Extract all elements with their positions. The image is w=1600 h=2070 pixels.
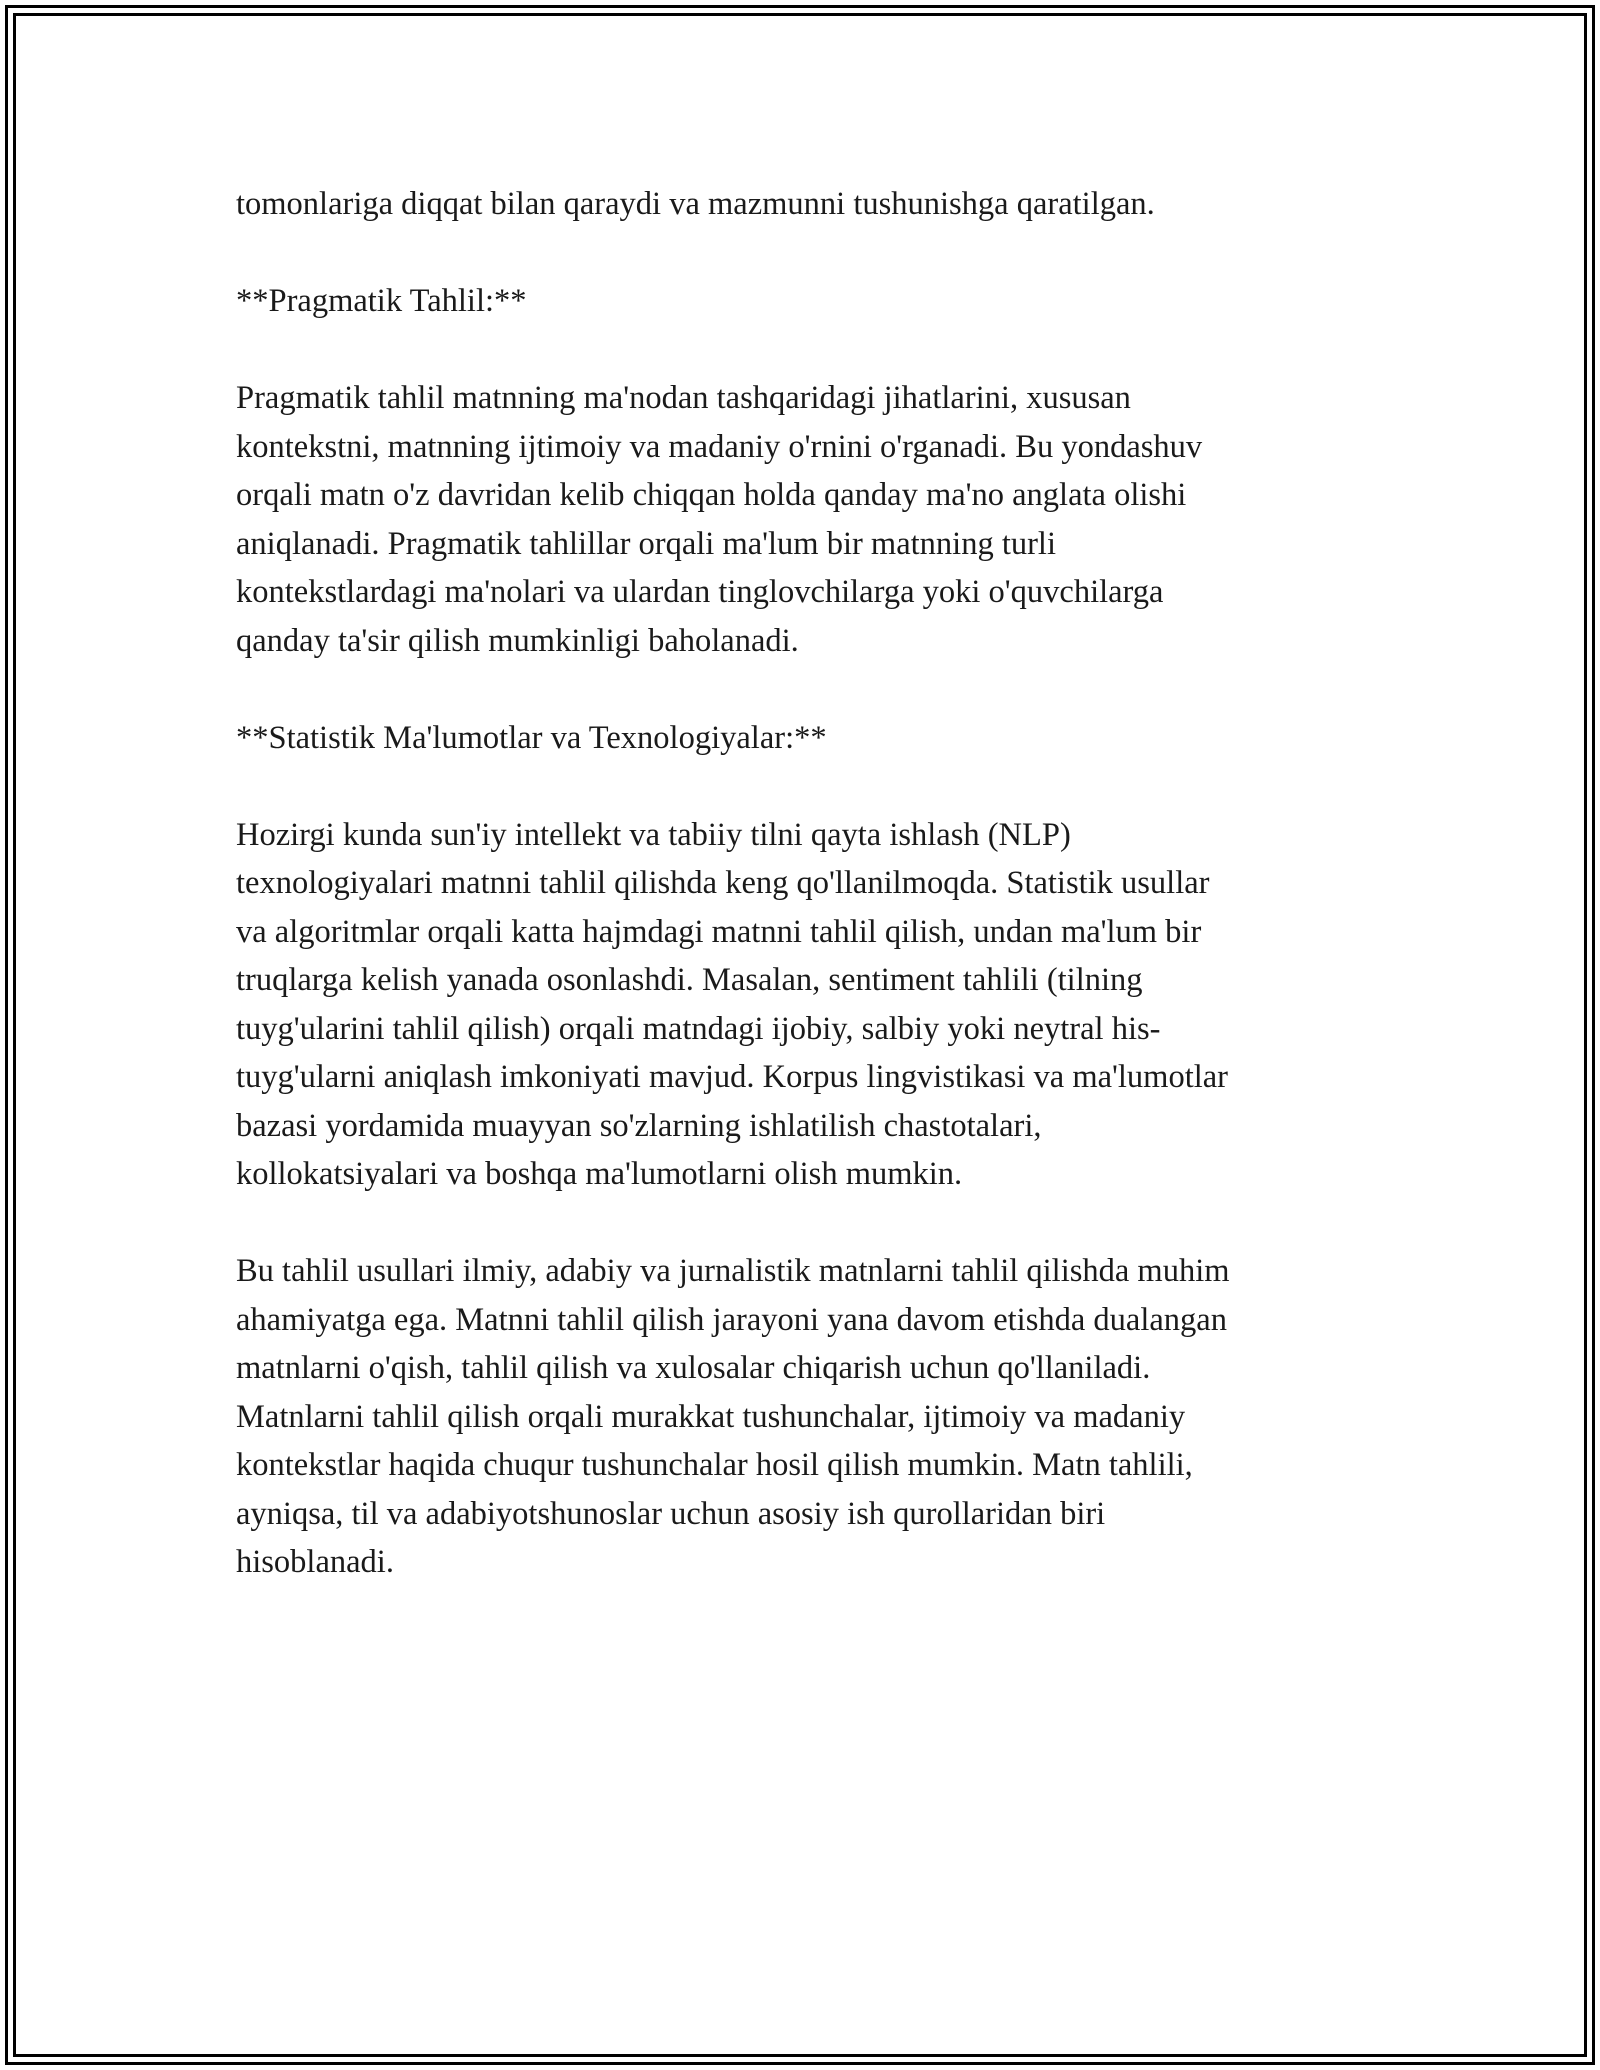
document-body xyxy=(236,180,1386,1587)
paragraph-statistik-malumotlar: Hozirgi kunda sun'iy intellekt va tabiiy tilni qayta ishlash (NLP) texnologiyalari matnni tahlil qilishda keng qo'llanilmoqda. Statistik usullar va algoritmlar orqali katta hajmdagi matnni tahlil qilish, undan ma'lum bir truqlarga kelish yanada osonlashdi. Masalan, sentiment tahlili (tilning tuyg'ularini tahlil qilish) orqali matndagi ijobiy, salbiy yoki neytral his- tuyg'ularni aniqlash imkoniyati mavjud. Korpus lingvistikasi va ma'lumotlar bazasi yordamida muayyan so'zlarning ishlatilish chastotalari, kollokatsiyalari va boshqa ma'lumotlarni olish mumkin. xyxy=(236,816,1228,1192)
paragraph-pragmatik-tahlil: Pragmatik tahlil matnning ma'nodan tashqaridagi jihatlarini, xususan kontekstni, matnning ijtimoiy va madaniy o'rnini o'rganadi. Bu yondashuv orqali matn o'z davridan kelib chiqqan holda qanday ma'no anglata olishi aniqlanadi. Pragmatik tahlillar orqali ma'lum bir matnning turli kontekstlardagi ma'nolari va ulardan tinglovchilarga yoki o'quvchilarga qanday ta'sir qilish mumkinligi baholanadi. xyxy=(236,380,1203,659)
paragraph-conclusion: Bu tahlil usullari ilmiy, adabiy va jurnalistik matnlarni tahlil qilishda muhim ahamiyatga ega. Matnni tahlil qilish jarayoni yana davom etishda dualangan matnlarni o'qish, tahlil qilish va xulosalar chiqarish uchun qo'llaniladi. Matnlarni tahlil qilish orqali murakkat tushunchalar, ijtimoiy va madaniy kontekstlar haqida chuqur tushunchalar hosil qilish mumkin. Matn tahlili, ayniqsa, til va adabiyotshunoslar uchun asosiy ish qurollaridan biri hisoblanadi. xyxy=(236,1253,1230,1580)
paragraph-intro-continuation: tomonlariga diqqat bilan qaraydi va mazmunni tushunishga qaratilgan. xyxy=(236,186,1155,222)
heading-statistik-malumotlar: **Statistik Ma'lumotlar va Texnologiyalar:** xyxy=(236,719,827,756)
heading-pragmatik-tahlil: **Pragmatik Tahlil:** xyxy=(236,283,527,319)
